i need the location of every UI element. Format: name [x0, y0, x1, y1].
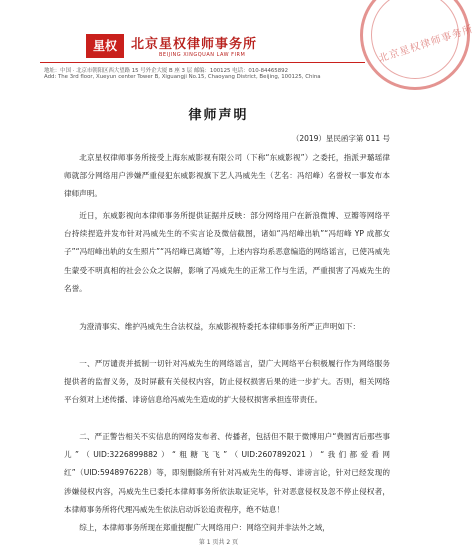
firm-name-english: BEIJING XINGQUAN LAW FIRM	[159, 52, 246, 58]
document-title: 律师声明	[188, 108, 249, 123]
paragraph-point-one: 一、严厉谴责并抵制一切针对冯威先生的网络谣言，望广大网络平台积极履行作为网络服务提供者的监督义务，及时屏蔽有关侵权内容，防止侵权损害后果的进一步扩大。否则，相关网络平台须对上述传播、诽谤信息给冯威先生造成的扩大侵权损害承担连带责任。	[64, 359, 390, 405]
paragraph-statement-lead: 为澄清事实、维护冯威先生合法权益，东威影视特委托本律师事务所严正声明如下：	[79, 322, 361, 331]
seal-text: 北京星权律师事务所	[377, 23, 475, 65]
letterhead-divider	[40, 62, 365, 63]
address-chinese: 地址：中国 · 北京市朝阳区西大望路 15 号外企大厦 B 座 3 层 邮编：100125 电话：010-84465892	[44, 68, 289, 74]
document-number: （2019）星民函字第 011 号	[291, 134, 390, 143]
firm-logo: 星权	[86, 34, 124, 58]
paragraph-intro: 北京星权律师事务所接受上海东威影视有限公司（下称“东威影视”）之委托，指派尹璐瑶律师就部分网络用户涉嫌严重侵犯东威影视旗下艺人冯威先生（艺名：冯绍峰）名誉权一事发布本律师声明。	[64, 153, 390, 199]
paragraph-conclusion: 综上，本律师事务所现在郑重提醒广大网络用户：网络空间并非法外之域，	[79, 523, 330, 532]
paragraph-background: 近日，东威影视向本律师事务所提供证据并反映：部分网络用户在新浪微博、豆瓣等网络平台持续捏造并发布针对冯威先生的不实言论及微信截图，诸如“冯绍峰出轨”“冯绍峰 YP 成都女子”“冯绍峰出轨的女生照片”“冯绍峰已离婚”等，上述内容均系恶意编造的网络谣言，已使冯威先生蒙受不明真相的社会公众之误解，影响了冯威先生的正常工作与生活，严重损害了冯威先生的名誉。	[64, 211, 390, 293]
firm-name: 北京星权律师事务所	[131, 37, 258, 52]
address-english: Add: The 3rd floor, Xueyun center Tower B, Xiguangji No.15, Chaoyang District, Beijing, 100125, China	[44, 74, 321, 80]
page-footer: 第 1 页共 2 页	[198, 539, 239, 546]
law-firm-seal	[360, 0, 475, 90]
paragraph-point-two: 二、严正警告相关不实信息的网络发布者、传播者，包括但不限于微博用户“费圆宵后那些事儿”（UID:3226899882）“粗糖飞飞”（UID:2607892021）“我们都爱看网红”（UID:5948976228）等，即刻删除所有针对冯威先生的侮辱、诽谤言论，针对已经发现的涉嫌侵权内容，冯威先生已委托本律师事务所依法取证完毕，针对恶意侵权及忽不停止侵权者，本律师事务所将代理冯威先生依法启动诉讼追责程序，绝不姑息！	[64, 432, 390, 514]
